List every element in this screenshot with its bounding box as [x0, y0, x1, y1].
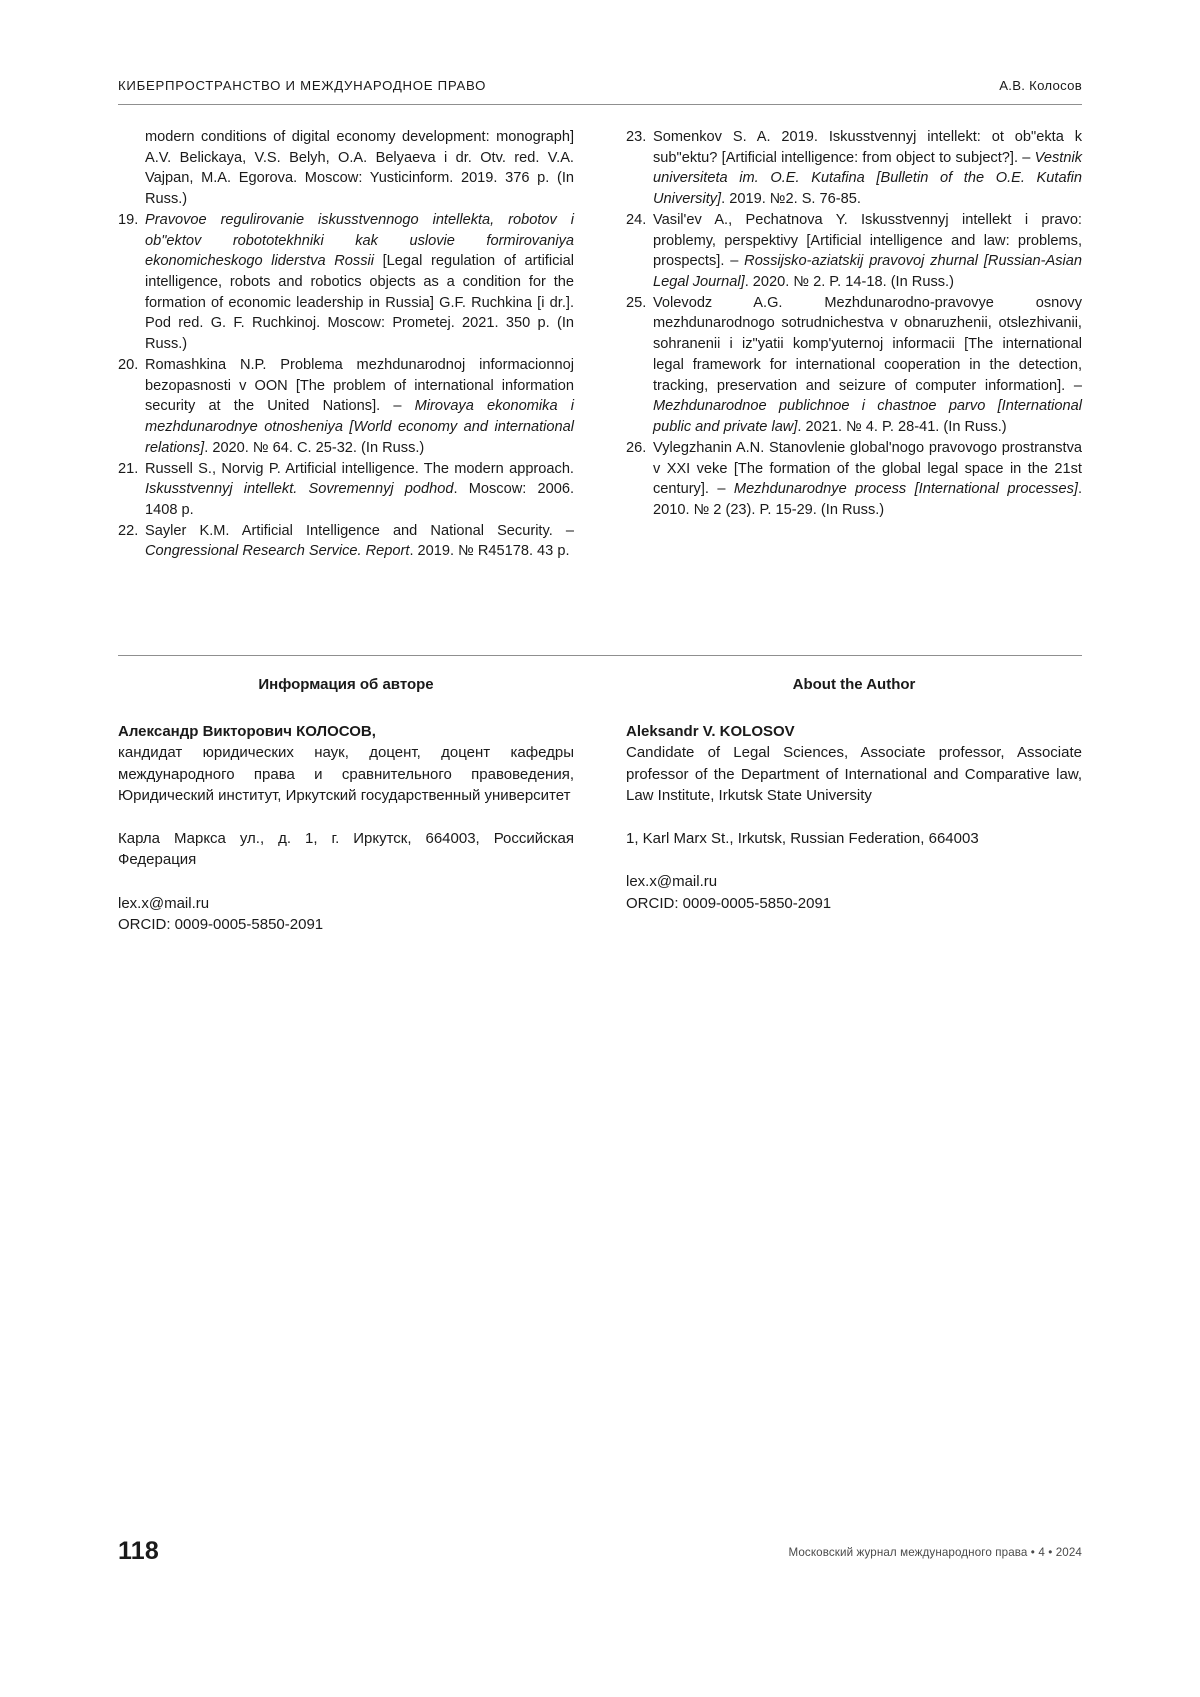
- reference-text: [145, 357, 574, 456]
- author-info-heading-en: About the Author: [792, 676, 916, 693]
- author-address-ru: Карла Маркса ул., д. 1, г. Иркутск, 664003, Российская Федерация: [118, 830, 574, 869]
- reference-text-plain: Romashkina N.P. Problema mezhdunarodnoj informacionnoj bezopasnosti v OON [The problem of international information security at the United Nations]. –: [145, 356, 574, 415]
- reference-text-plain: Russell S., Norvig P. Artificial intelligence. The modern approach.: [145, 460, 574, 477]
- running-head-section-title: КИБЕРПРОСТРАНСТВО И МЕЖДУНАРОДНОЕ ПРАВО: [118, 78, 487, 93]
- reference-text: [653, 295, 1082, 435]
- reference-text-italic: Rossijsko-aziatskij pravovoj zhurnal [Russian-Asian Legal Journal]: [653, 253, 1083, 291]
- author-name-ru: Александр Викторович КОЛОСОВ,: [118, 723, 376, 740]
- reference-text-italic: Vestnik universiteta im. O.E. Kutafina [Bulletin of the O.E. Kutafin University]: [653, 149, 1082, 208]
- spacer: [118, 806, 574, 828]
- author-name-en: Aleksandr V. KOLOSOV: [626, 723, 795, 740]
- reference-text-italic: Congressional Research Service. Report: [145, 543, 410, 560]
- reference-text-italic: Mirovaya ekonomika i mezhdunarodnye otnosheniya [World economy and international relations]: [145, 398, 574, 456]
- spacer: [626, 806, 1082, 828]
- author-info-russian: [118, 676, 574, 935]
- reference-number: 19.: [118, 211, 139, 228]
- reference-text-plain: . 2020. № 2. P. 14-18. (In Russ.): [744, 274, 954, 291]
- header-divider: [118, 104, 1082, 105]
- reference-item: [118, 521, 574, 562]
- references-column-left: [118, 127, 574, 562]
- reference-number: 22.: [118, 522, 139, 539]
- reference-text-italic: Iskusstvennyj intellekt. Sovremennyj podhod: [145, 481, 454, 498]
- references-columns: [118, 127, 1082, 562]
- author-section-divider: [118, 655, 1082, 656]
- reference-list-right: [626, 127, 1082, 521]
- reference-number: 24.: [626, 211, 647, 228]
- reference-text: [145, 461, 574, 518]
- reference-text-plain: . 2020. № 64. С. 25-32. (In Russ.): [204, 439, 425, 456]
- reference-number: 20.: [118, 356, 139, 373]
- reference-text-plain: Vasil'ev A., Pechatnova Y. Iskusstvennyj intellekt i pravo: problemy, perspektivy [Artificial intelligence and law: problems, prospects]. –: [653, 211, 1082, 270]
- author-affiliation-ru: кандидат юридических наук, доцент, доцент кафедры международного права и сравнительного правоведения, Юридический институт, Иркутский государственный университет: [118, 744, 574, 804]
- reference-item: [626, 293, 1082, 438]
- reference-text-italic: Mezhdunarodnye process [International processes]: [733, 481, 1078, 498]
- reference-text: [145, 212, 574, 352]
- author-email-en[interactable]: lex.x@mail.ru: [626, 873, 718, 891]
- reference-number: 26.: [626, 439, 647, 456]
- journal-footer-line: Московский журнал международного права • 4 • 2024: [788, 1546, 1082, 1559]
- reference-text: [145, 523, 574, 560]
- running-head-author: А.В. Колосов: [999, 78, 1082, 93]
- author-email-ru[interactable]: lex.x@mail.ru: [118, 894, 210, 912]
- reference-text: [653, 440, 1082, 518]
- reference-number: 25.: [626, 294, 647, 311]
- reference-text-plain: . 2010. № 2 (23). P. 15-29. (In Russ.): [653, 481, 1083, 518]
- reference-text-italic: Mezhdunarodnoe publichnoe i chastnoe parvo [International public and private law]: [653, 398, 1082, 436]
- reference-text-plain: Vylegzhanin A.N. Stanovlenie global'nogo pravovogo prostranstva v XXI veke [The formation of the global legal space in the 21st century]. –: [653, 439, 1082, 498]
- author-orcid-ru[interactable]: ORCID: 0009-0005-5850-2091: [118, 916, 324, 934]
- reference-text-plain: . 2019. № R45178. 43 p.: [409, 543, 570, 560]
- author-info-heading-ru: Информация об авторе: [258, 676, 434, 693]
- reference-text-plain: . Moscow: 2006. 1408 p.: [145, 481, 575, 518]
- reference-item: [626, 438, 1082, 521]
- reference-text: [653, 129, 1082, 207]
- reference-item: [118, 355, 574, 459]
- reference-item: [118, 459, 574, 521]
- reference-text-plain: Somenkov S. A. 2019. Iskusstvennyj intellekt: ot ob"ekta k sub"ektu? [Artificial intelligence: from object to subject?]. –: [653, 129, 1082, 166]
- reference-text-plain: Volevodz A.G. Mezhdunarodno-pravovye osnovy mezhdunarodnogo sotrudnichestva v obnaruzhenii, otslezhivanii, sohranenii i iz"yatii komp'yuternoj informacii [The international legal framework for international cooperation in the detection, tracking, preservation and seizure of computer information]. –: [653, 294, 1082, 394]
- reference-number: 21.: [118, 460, 139, 477]
- reference-text-italic: Pravovoe regulirovanie iskusstvennogo intellekta, robotov i ob"ektov robototekhniki kak uslovie formirovaniya ekonomicheskogo liderstva Rossii: [145, 211, 574, 270]
- author-info-columns: [118, 676, 1082, 935]
- reference-item: [626, 127, 1082, 210]
- reference-text-plain: . 2019. №2. S. 76-85.: [721, 191, 861, 208]
- reference-number: 23.: [626, 129, 647, 145]
- author-affiliation-en: Candidate of Legal Sciences, Associate professor, Associate professor of the Department of International and Comparative law, Law Institute, Irkutsk State University: [626, 744, 1082, 804]
- author-orcid-en[interactable]: ORCID: 0009-0005-5850-2091: [626, 894, 832, 912]
- references-column-right: [626, 127, 1082, 562]
- reference-item: [118, 210, 574, 355]
- author-info-english: [626, 676, 1082, 935]
- page-number: 118: [118, 1537, 160, 1565]
- reference-text-plain: . 2021. № 4. P. 28-41. (In Russ.): [797, 419, 1007, 436]
- author-address-en: 1, Karl Marx St., Irkutsk, Russian Federation, 664003: [626, 830, 979, 848]
- reference-text: [653, 212, 1082, 290]
- reference-text-plain: [Legal regulation of artificial intelligence, robots and robotics objects as a condition for the formation of economic leadership in Russia] G.F. Ruchkina [i dr.]. Pod red. G. F. Ruchkinoj. Moscow: Prometej. 2021. 350 p. (In Russ.): [145, 253, 575, 353]
- spacer: [118, 871, 574, 893]
- running-head: [118, 78, 1082, 93]
- reference-list-left: [118, 210, 574, 562]
- reference-item: [626, 210, 1082, 293]
- reference-text-plain: Sayler K.M. Artificial Intelligence and National Security. –: [145, 522, 574, 539]
- spacer: [626, 849, 1082, 871]
- continued-reference-paragraph: modern conditions of digital economy development: monograph] A.V. Belickaya, V.S. Belyh, O.A. Belyaeva i dr. Otv. red. V.A. Vajpan, M.A. Egorova. Moscow: Yusticinform. 2019. 376 p. (In Russ.): [145, 129, 574, 208]
